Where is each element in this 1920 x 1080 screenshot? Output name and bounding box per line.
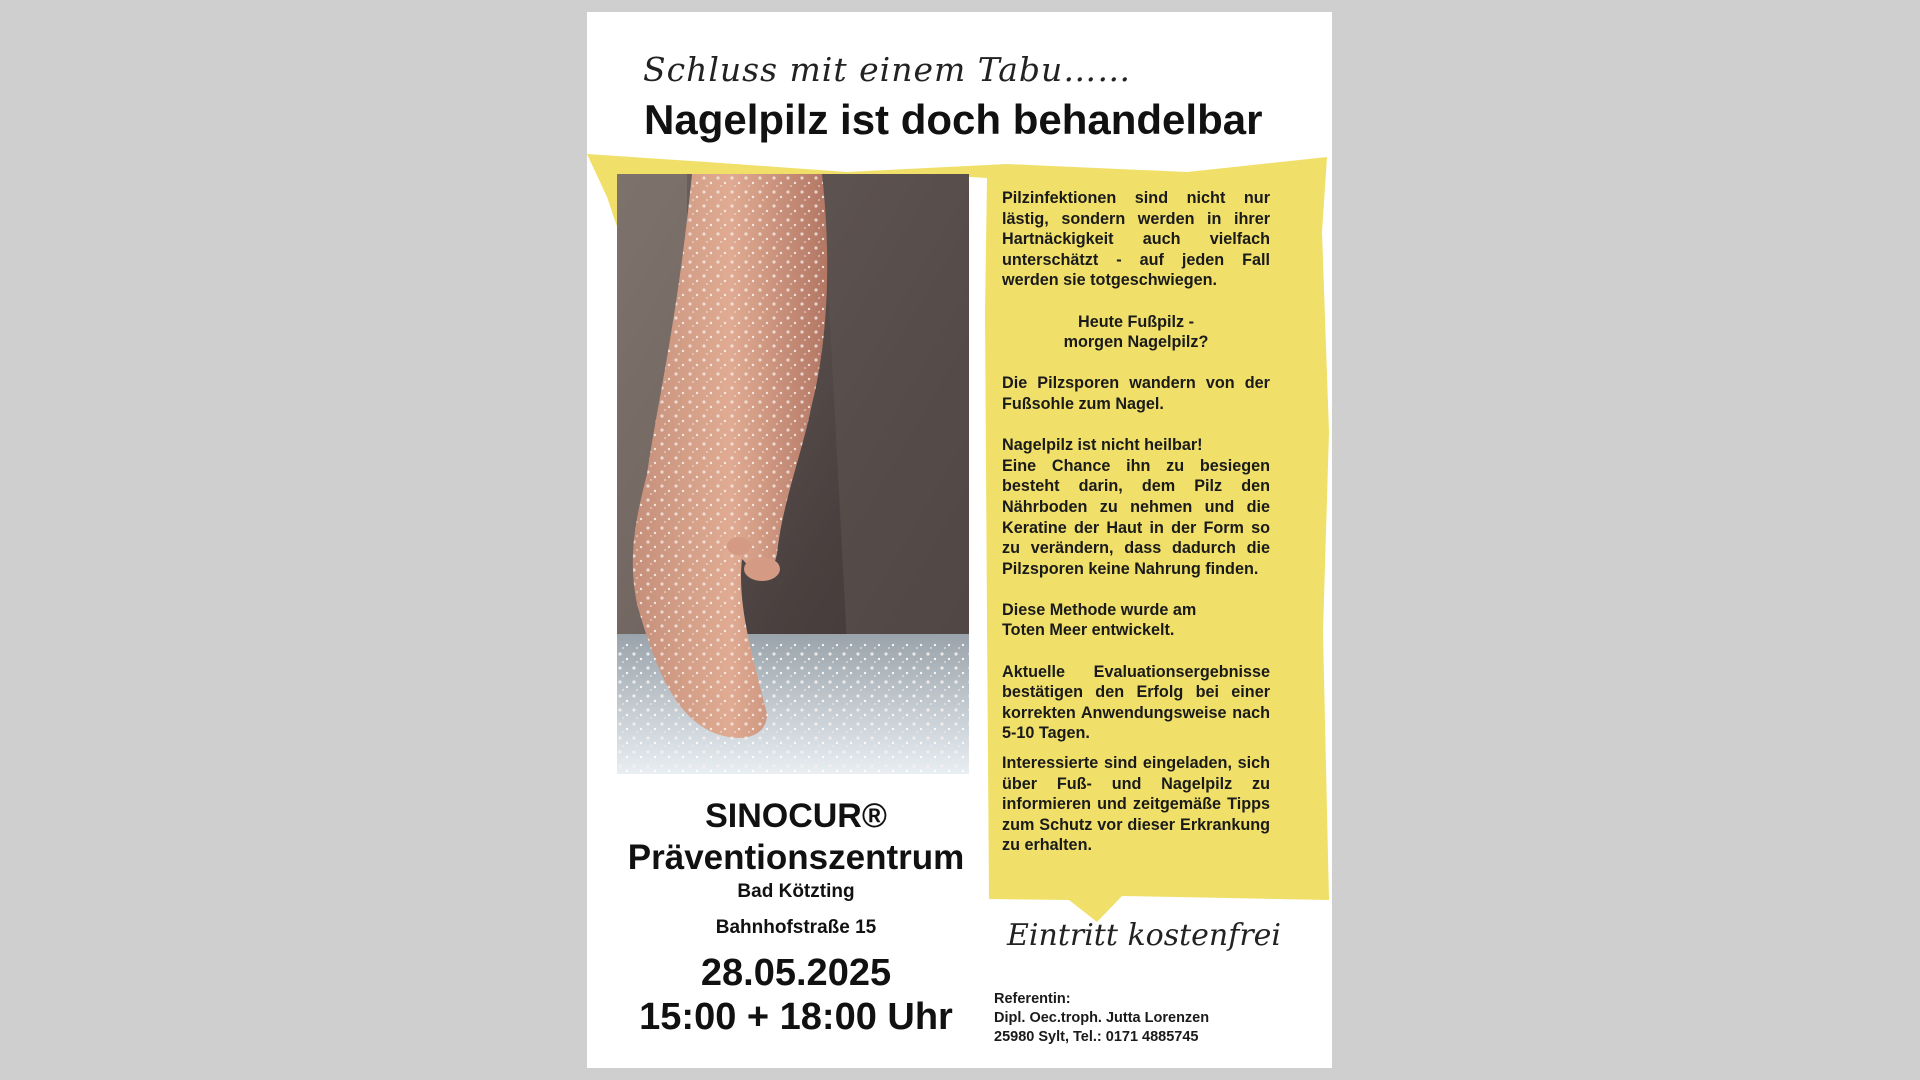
- speaker-address: 25980 Sylt, Tel.: 0171 4885745: [994, 1029, 1199, 1045]
- free-entry-note: Eintritt kostenfrei: [1007, 918, 1282, 953]
- street-address: Bahnhofstraße 15: [715, 917, 877, 938]
- paragraph-chance: [1002, 435, 1270, 579]
- paragraph-evaluation: Aktuelle Evaluationsergebnisse bestätigen den Erfolg bei einer korrekten Anwendungsweise nach 5-10 Tagen.: [1002, 662, 1270, 743]
- centre-name: Präventionszentrum: [627, 838, 965, 877]
- body-text: [1002, 188, 1270, 877]
- method-line-2: Toten Meer entwickelt.: [1002, 621, 1175, 640]
- paragraph-question: [1002, 312, 1270, 353]
- foot-photo: [617, 174, 969, 774]
- paragraph-invitation: Interessierte sind eingeladen, sich über Fuß- und Nagelpilz zu informieren und zeitgemäße Tipps zum Schutz vor dieser Erkrankung zu erhalten.: [1002, 754, 1270, 855]
- speaker-info: [994, 990, 1324, 1047]
- not-curable-line: Nagelpilz ist nicht heilbar!: [1002, 436, 1203, 455]
- headline: Nagelpilz ist doch behandelbar: [644, 96, 1263, 143]
- speaker-label: Referentin:: [994, 991, 1071, 1007]
- paragraph-method: [1002, 600, 1270, 641]
- tagline: Schluss mit einem Tabu……: [643, 50, 1132, 89]
- paragraph-spores: Die Pilzsporen wandern von der Fußsohle zum Nagel.: [1002, 374, 1270, 413]
- question-line-2: morgen Nagelpilz?: [1063, 333, 1209, 352]
- event-date: 28.05.2025: [700, 952, 892, 994]
- chance-text: Eine Chance ihn zu besiegen besteht darin, dem Pilz den Nährboden zu nehmen und die Keratine der Haut in der Form so zu verändern, dass dadurch die Pilzsporen keine Nahrung finden.: [1002, 456, 1270, 578]
- speaker-name: Dipl. Oec.troph. Jutta Lorenzen: [994, 1010, 1210, 1026]
- city: Bad Kötzting: [737, 881, 855, 902]
- foot-with-salt-illustration: [617, 174, 969, 774]
- method-line-1: Diese Methode wurde am: [1002, 600, 1197, 619]
- question-line-1: Heute Fußpilz -: [1078, 312, 1194, 331]
- paragraph-intro: Pilzinfektionen sind nicht nur lästig, sondern werden in ihrer Hartnäckigkeit auch vielfach unterschätzt - auf jeden Fall werden sie totgeschwiegen.: [1002, 189, 1270, 290]
- event-time: 15:00 + 18:00 Uhr: [639, 996, 953, 1038]
- event-poster: [587, 12, 1332, 1068]
- brand-name: SINOCUR®: [705, 797, 887, 835]
